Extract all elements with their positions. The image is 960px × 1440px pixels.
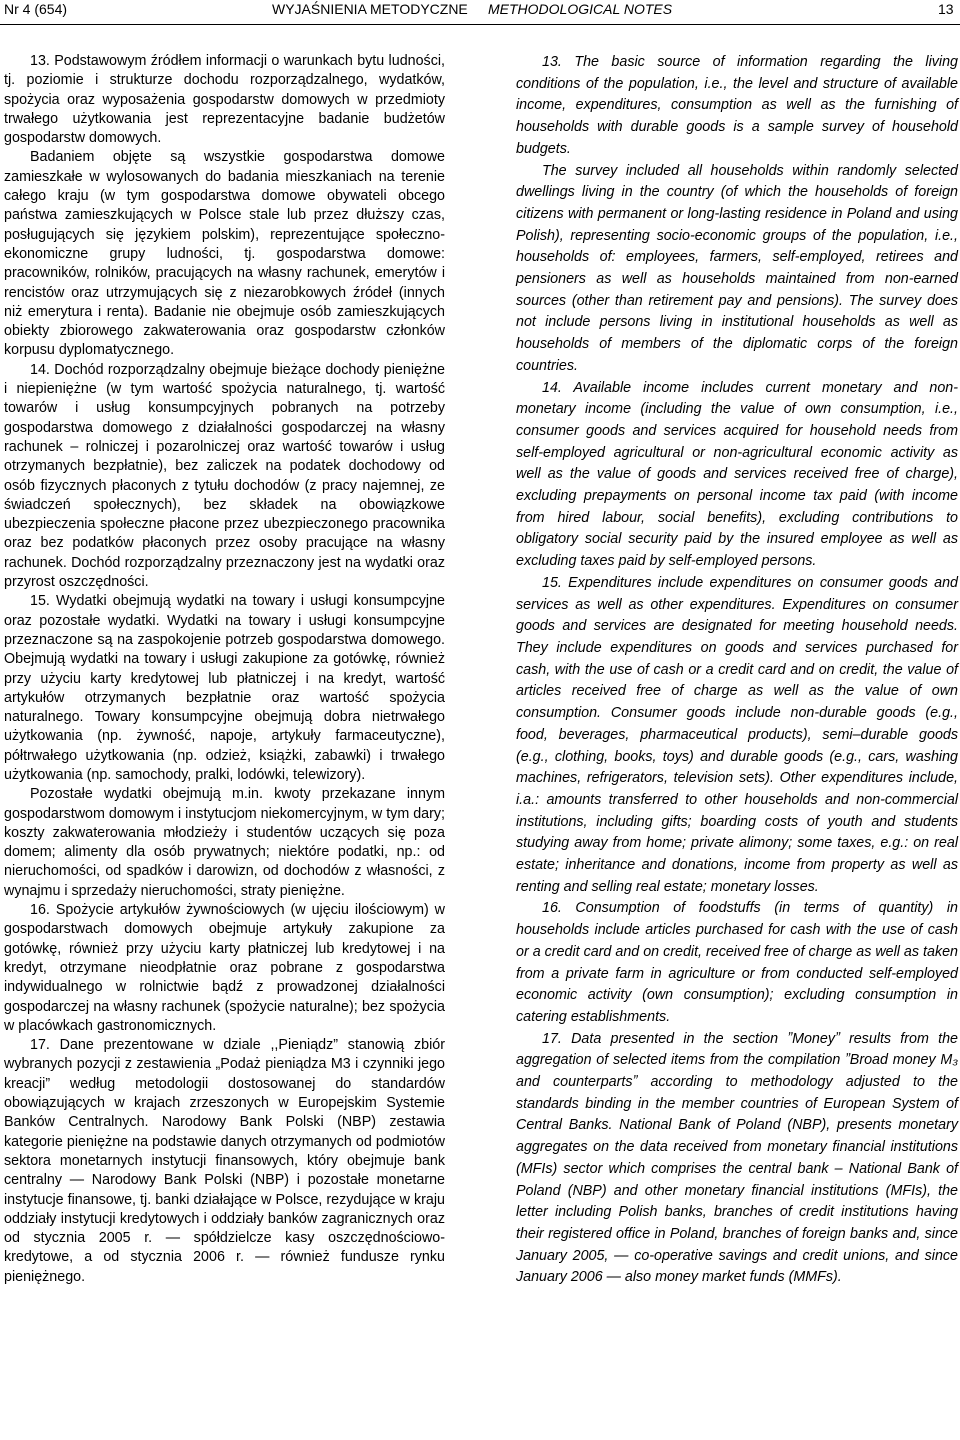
english-column <box>516 52 958 1289</box>
paragraph-pl-16: 16. Spożycie artykułów żywnościowych (w ujęciu ilościowym) w gospodarstwach domowych obejmuje artykuły zakupione za gotówkę, również przy użyciu karty płatniczej lub kredytowej i na kredyt, otrzymane nieodpłatnie oraz pobrane z gospodarstwa indywidualnego w rolnictwie bądź z prowadzonej działalności gospodarczej na własny rachunek (spożycie naturalne); bez spożycia w placówkach gastronomicznych. <box>4 902 445 1034</box>
section-title-polish: WYJAŚNIENIA METODYCZNE <box>272 1 468 17</box>
paragraph-pl-survey-scope: Badaniem objęte są wszystkie gospodarstwa domowe zamieszkałe w wylosowanych do badania mieszkaniach na terenie całego kraju (w tym gospodarstwa domowe obywateli obcego państwa zamieszkujących w Polsce stale lub przez dłuższy czas, posługujących się językiem polskim), reprezentujące społeczno-ekonomiczne grupy ludności, tj. gospodarstwa domowe: pracowników, rolników, pracujących na własny rachunek, emerytów i rencistów oraz utrzymujących się z niezarobkowych źródeł (innych niż emerytura i renta). Badanie nie obejmuje osób zamieszkujących obiekty zbiorowego zakwaterowania oraz gospodarstw członków korpusu dyplomatycznego. <box>4 149 445 359</box>
paragraph-pl-13: 13. Podstawowym źródłem informacji o warunkach bytu ludności, tj. poziomie i strukturze dochodu rozporządzalnego, wydatków, spożycia oraz wyposażenia gospodarstw domowych w przedmioty trwałego użytkowania jest reprezentacyjne badanie budżetów gospodarstw domowych. <box>4 53 445 147</box>
polish-column <box>4 52 445 1287</box>
paragraph-en-survey-scope: The survey included all households within randomly selected dwellings living in the country (of which the households of foreign citizens with permanent or long-lasting residence in Poland and using Polish), representing socio-economic groups of the population, i.e., households of: employees, farmers, self-employed, retirees and pensioners as well as households maintained from non-earned sources (other than retirement pay and pensions). The survey does not include persons living in institutional households as well as households of members of the diplomatic corps of the foreign countries. <box>516 162 958 374</box>
paragraph-pl-14: 14. Dochód rozporządzalny obejmuje bieżące dochody pieniężne i niepieniężne (w tym wartość spożycia naturalnego, tj. wartość towarów i usług konsumpcyjnych pobranych na potrzeby gospodarstwa domowego z działalności gospodarczej na własny rachunek – rolniczej i pozarolniczej oraz wartość towarów i usług otrzymanych bezpłatnie), bez zaliczek na podatek dochodowy od osób fizycznych płaconych z tytułu dochodów (z pracy najemnej, ze świadczeń społecznych), bez składek na obowiązkowe ubezpieczenia społeczne płacone przez ubezpieczonego pracownika oraz bez podatków płaconych przez osoby pracujące na własny rachunek. Dochód rozporządzalny przeznaczony jest na wydatki oraz przyrost oszczędności. <box>4 361 445 591</box>
running-header <box>0 0 960 24</box>
header-rule <box>0 24 960 25</box>
paragraph-pl-15: 15. Wydatki obejmują wydatki na towary i usługi konsumpcyjne oraz pozostałe wydatki. Wydatki na towary i usługi konsumpcyjne przeznaczone są na zaspokojenie potrzeb gospodarstwa domowego. Obejmują wydatki na towary i usługi zakupione za gotówkę, również przy użyciu karty kredytowej lub płatniczej i na kredyt, wartość artykułów otrzymanych bezpłatnie oraz wartość spożycia naturalnego. Towary konsumpcyjne obejmują dobra nietrwałego użytkowania (np. żywność, napoje, artykuły farmaceutyczne), półtrwałego użytkowania (np. odzież, książki, zabawki) i trwałego użytkowania (np. samochody, pralki, lodówki, telewizory). <box>4 593 445 783</box>
paragraph-en-15: 15. Expenditures include expenditures on consumer goods and services as well as other expenditures. Expenditures on consumer goods and services are designated for meeting household needs. They include expenditures on goods and services purchased for cash, with the use of cash or a credit card and on credit, the value of articles received free of charge as well as the value of own consumption. Consumer goods include non-durable goods (e.g., food, beverages, pharmaceutical products), semi–durable goods (e.g., clothing, books, toys) and durable goods (e.g., cars, washing machines, refrigerators, television sets). Other expenditures include, i.a.: amounts transferred to other households and non-commercial institutions, including gifts; boarding costs of youth and students studying away from home; private alimony; some taxes, e.g.: on real estate; inheritance and donations, income from property as well as renting and selling real estate; monetary losses. <box>516 574 958 895</box>
paragraph-en-16: 16. Consumption of foodstuffs (in terms of quantity) in households include articles purchased for cash with the use of cash or a credit card and on credit, received free of charge as well as taken from a private farm in agriculture or from conducted self-employed economic activity (own consumption); excluding consumption in catering establishments. <box>516 900 958 1025</box>
paragraph-en-14: 14. Available income includes current monetary and non-monetary income (including the value of own consumption, i.e., consumer goods and services acquired for household needs from self-employed agricultural or non-agricultural economic activity as well as the value of goods and services received free of charge), excluding prepayments on personal income tax paid (with income from hired labour, social benefits), excluding contributions to obligatory social security paid by the insured employee as well as excluding taxes paid by self-employed persons. <box>516 379 958 570</box>
paragraph-en-13: 13. The basic source of information regarding the living conditions of the population, i.e., the level and structure of available income, expenditures, consumption as well as the furnishing of households with durable goods is a sample survey of household budgets. <box>516 54 958 157</box>
page-number: 13 <box>938 1 954 17</box>
paragraph-pl-17: 17. Dane prezentowane w dziale ,,Pieniądz” stanowią zbiór wybranych pozycji z zestawienia „Podaż pieniądza M3 i czynniki jego kreacji” według metodologii dostosowanej do standardów obowiązujących w krajach zrzeszonych w Europejskim Systemie Banków Centralnych. Narodowy Bank Polski (NBP) zestawia kategorie pieniężne na podstawie danych otrzymanych od podmiotów sektora monetarnych instytucji finansowych, który obejmuje bank centralny — Narodowy Bank Polski (NBP) i pozostałe monetarne instytucje finansowe, tj. banki działające w Polsce, rezydujące w kraju oddziały instytucji kredytowych i oddziały banków zagranicznych oraz od stycznia 2005 r. — spółdzielcze kasy oszczędnościowo-kredytowe, a od stycznia 2006 r. — również fundusze rynku pieniężnego. <box>4 1037 445 1285</box>
paragraph-pl-other-expenditures: Pozostałe wydatki obejmują m.in. kwoty przekazane innym gospodarstwom domowym i instytucjom niekomercyjnym, w tym dary; koszty zakwaterowania młodzieży i studentów uczących się poza domem; alimenty dla osób prywatnych; niektóre podatki, np.: od nieruchomości, od spadków i darowizn, od dochodów z własności, z wynajmu i sprzedaży nieruchomości, straty pieniężne. <box>4 786 445 899</box>
paragraph-en-17: 17. Data presented in the section ˮMoneyˮ results from the aggregation of selected items from the compilation ˮBroad money M₃ and counterpartsˮ according to methodology adjusted to the standards binding in the member countries of European System of Central Banks. National Bank of Poland (NBP), presents monetary aggregates on the data received from monetary financial institutions (MFIs) sector which comprises the central bank – National Bank of Poland (NBP) and other monetary financial institutions (MFIs), the letter including Polish banks, branches of credit institutions having their registered office in Poland, branches of foreign banks and, since January 2005, — co-operative savings and credit unions, and since January 2006 — also money market funds (MMFs). <box>516 1030 958 1286</box>
section-title-english: METHODOLOGICAL NOTES <box>488 1 673 17</box>
issue-number: Nr 4 (654) <box>4 1 68 17</box>
